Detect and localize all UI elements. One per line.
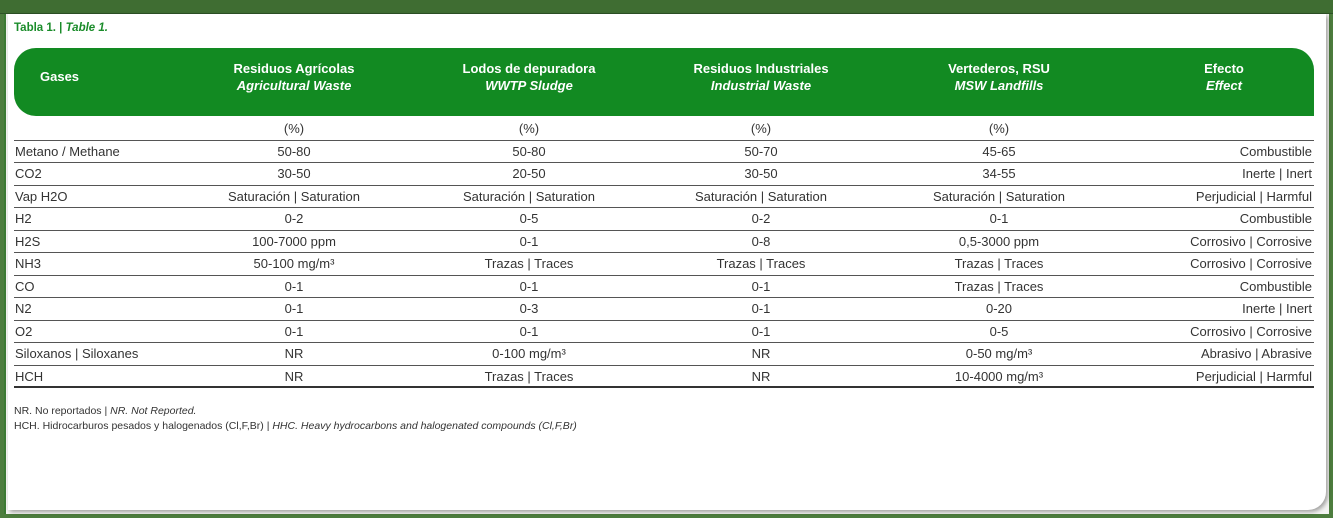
value-cell: NR — [751, 346, 771, 361]
value-cell: 0-2 — [751, 211, 771, 226]
header-agricultural-es: Residuos Agrícolas — [233, 61, 355, 76]
gas-name-cell: Vap H2O — [15, 188, 68, 204]
table-row — [14, 366, 1314, 389]
table-panel — [8, 14, 1326, 510]
value-cell: (%) — [750, 121, 772, 136]
header-landfills-es: Vertederos, RSU — [948, 61, 1050, 76]
header-sludge-es: Lodos de depuradora — [462, 61, 596, 76]
effect-cell: Perjudicial | Harmful — [1195, 188, 1312, 204]
value-cell: NR — [751, 368, 771, 384]
value-cell: 100-7000 ppm — [252, 233, 336, 249]
value-cell: 0-5 — [989, 323, 1009, 339]
value-cell: 0-5 — [519, 211, 539, 226]
header-industrial-es: Residuos Industriales — [693, 61, 829, 76]
note-hch — [14, 419, 577, 434]
effect-cell: Perjudicial | Harmful — [1195, 368, 1312, 384]
header-landfills — [909, 60, 1089, 94]
gas-name-cell: NH3 — [15, 256, 42, 271]
value-cell: 0-1 — [519, 278, 539, 294]
value-cell: 50-80 — [277, 143, 311, 159]
note-hch-es: HCH. Hidrocarburos pesados y halogenados (Cl,F,Br) | — [14, 420, 273, 432]
value-cell: Saturación | Saturation — [932, 188, 1065, 204]
caption-sep: | — [55, 22, 66, 34]
effect-cell: Corrosivo | Corrosive — [1190, 323, 1312, 339]
header-sludge-en: WWTP Sludge — [485, 78, 573, 93]
header-gases — [22, 68, 112, 85]
value-cell: 0-1 — [519, 323, 539, 339]
value-cell: 50-70 — [744, 143, 778, 159]
value-cell: NR — [284, 368, 304, 384]
gas-name-cell: H2S — [15, 233, 41, 249]
table-row — [14, 253, 1314, 276]
header-effect-en: Effect — [1206, 78, 1242, 93]
gas-name-cell: CO — [15, 278, 35, 294]
value-cell: Trazas | Traces — [716, 256, 806, 271]
gas-name-cell — [14, 118, 204, 140]
value-cell: 30-50 — [744, 166, 778, 181]
gas-name-cell: Metano / Methane — [15, 143, 120, 159]
value-cell: Saturación | Saturation — [462, 188, 595, 204]
table-row — [14, 163, 1314, 186]
value-cell: Saturación | Saturation — [694, 188, 827, 204]
effect-cell: Combustible — [1239, 278, 1312, 294]
table-row — [14, 276, 1314, 299]
table-caption — [14, 22, 108, 34]
header-sludge — [434, 60, 624, 94]
gas-name-cell: H2 — [15, 211, 32, 226]
header-industrial-en: Industrial Waste — [710, 78, 812, 93]
header-gases-es: Gases — [40, 69, 80, 84]
effect-cell: Corrosivo | Corrosive — [1190, 233, 1312, 249]
page-frame — [4, 14, 1329, 514]
table-row — [14, 298, 1314, 321]
gas-name-cell: CO2 — [15, 166, 42, 181]
table-row — [14, 141, 1314, 164]
value-cell: Trazas | Traces — [954, 256, 1044, 271]
note-nr-es: NR. No reportados | — [14, 405, 111, 417]
header-agricultural-en: Agricultural Waste — [236, 78, 352, 93]
value-cell: 0-50 mg/m³ — [965, 346, 1033, 361]
value-cell: 10-4000 mg/m³ — [954, 368, 1044, 384]
value-cell: 30-50 — [277, 166, 311, 181]
value-cell: 0-1 — [519, 233, 539, 249]
effect-cell: Abrasivo | Abrasive — [1200, 346, 1312, 361]
value-cell: Saturación | Saturation — [227, 188, 360, 204]
effect-cell: Combustible — [1239, 211, 1312, 226]
gas-name-cell: Siloxanos | Siloxanes — [15, 346, 139, 361]
value-cell: 45-65 — [982, 143, 1016, 159]
note-nr-en: NR. Not Reported. — [110, 405, 197, 417]
effect-cell: Inerte | Inert — [1242, 166, 1312, 181]
value-cell: 50-100 mg/m³ — [253, 256, 335, 271]
value-cell: (%) — [283, 121, 305, 136]
value-cell: 0-1 — [751, 323, 771, 339]
top-bar — [0, 0, 1333, 14]
table-row — [14, 321, 1314, 344]
value-cell: Trazas | Traces — [484, 256, 574, 271]
caption-en: Table 1. — [65, 22, 108, 34]
effect-cell: Combustible — [1239, 143, 1312, 159]
value-cell: 0-1 — [284, 301, 304, 316]
effect-cell — [1114, 118, 1314, 140]
effect-cell: Inerte | Inert — [1242, 301, 1312, 316]
header-landfills-en: MSW Landfills — [954, 78, 1044, 93]
value-cell: 50-80 — [512, 143, 546, 159]
value-cell: 0-1 — [751, 278, 771, 294]
header-agricultural — [204, 60, 384, 94]
value-cell: Trazas | Traces — [484, 368, 574, 384]
note-hch-en: HHC. Heavy hydrocarbons and halogenated compounds (Cl,F,Br) — [272, 420, 577, 432]
note-nr — [14, 404, 577, 419]
value-cell: 0-3 — [519, 301, 539, 316]
table-row — [14, 208, 1314, 231]
value-cell: Trazas | Traces — [954, 278, 1044, 294]
value-cell: NR — [284, 346, 304, 361]
value-cell: 0-1 — [284, 323, 304, 339]
table-row — [14, 231, 1314, 254]
value-cell: (%) — [518, 121, 540, 136]
table-header — [14, 48, 1314, 116]
table-row — [14, 343, 1314, 366]
value-cell: 0-1 — [284, 278, 304, 294]
header-effect-es: Efecto — [1204, 61, 1244, 76]
units-row — [14, 118, 1314, 141]
header-industrial — [666, 60, 856, 94]
gas-name-cell: HCH — [15, 368, 44, 384]
value-cell: 20-50 — [512, 166, 546, 181]
value-cell: 34-55 — [982, 166, 1016, 181]
header-effect — [1164, 60, 1284, 94]
value-cell: 0-100 mg/m³ — [492, 346, 566, 361]
value-cell: 0-20 — [985, 301, 1013, 316]
table-body — [14, 118, 1314, 388]
value-cell: 0-2 — [284, 211, 304, 226]
table-notes — [14, 404, 577, 434]
gas-name-cell: N2 — [15, 301, 32, 316]
value-cell: 0-8 — [751, 233, 771, 249]
table-row — [14, 186, 1314, 209]
caption-es: Tabla 1. — [14, 22, 56, 34]
value-cell: 0-1 — [751, 301, 771, 316]
value-cell: 0-1 — [989, 211, 1009, 226]
value-cell: (%) — [988, 121, 1010, 136]
effect-cell: Corrosivo | Corrosive — [1190, 256, 1312, 271]
value-cell: 0,5-3000 ppm — [958, 233, 1040, 249]
gas-name-cell: O2 — [15, 323, 33, 339]
